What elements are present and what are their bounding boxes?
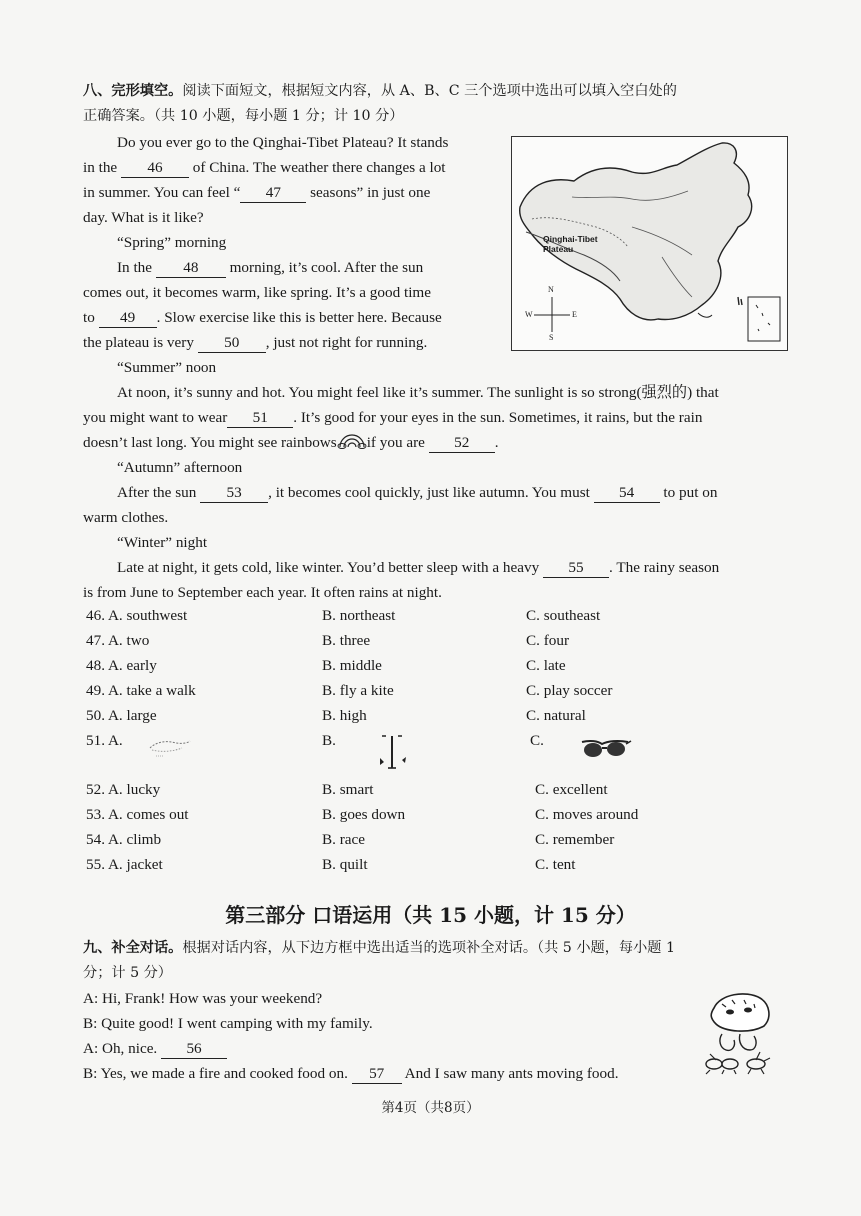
blank-51: 51 [227, 409, 293, 428]
blank-50: 50 [198, 334, 266, 353]
umbrella-icon [370, 730, 414, 774]
option-b: B. smart [322, 781, 374, 798]
passage-line [117, 255, 423, 280]
option-a: 52. A. lucky [86, 781, 161, 798]
text: to [83, 309, 95, 326]
text: to put on [663, 484, 718, 501]
option-c: C. excellent [535, 781, 608, 798]
text: the plateau is very [83, 334, 194, 351]
dialogue-line: A: Hi, Frank! How was your weekend? [83, 990, 323, 1007]
option-a: 49. A. take a walk [86, 682, 196, 699]
option-c: C. natural [526, 707, 586, 724]
option-a: 50. A. large [86, 707, 157, 724]
section9-instruction [83, 936, 675, 961]
map-label-line1: Qinghai-Tibet [543, 234, 598, 244]
heading-autumn: “Autumn” afternoon [117, 459, 243, 476]
passage-line: is from June to September each year. It often rains at night. [83, 584, 442, 601]
text: seasons” in just one [310, 184, 431, 201]
text: in the [83, 159, 118, 176]
blank-52: 52 [429, 434, 495, 453]
blank-49: 49 [99, 309, 157, 328]
text: doesn’t last long. You might see rainbows [83, 434, 337, 451]
blank-48: 48 [156, 259, 226, 278]
compass-e: E [572, 310, 577, 319]
section8-instruction-line1: 阅读下面短文，根据短文内容，从 A、B、C 三个选项中选出可以填入空白处的 [182, 83, 677, 99]
text: . Slow exercise like this is better here. Because [156, 309, 442, 326]
option-c: C. southeast [526, 607, 601, 624]
text: B: Yes, we made a fire and cooked food on. [83, 1065, 348, 1082]
dialogue-line [83, 1061, 619, 1086]
text: After the sun [117, 484, 197, 501]
option-b: B. northeast [322, 607, 396, 624]
blank-55: 55 [543, 559, 609, 578]
passage-line: comes out, it becomes warm, like spring. It’s a good time [83, 284, 431, 301]
dialogue-line: B: Quite good! I went camping with my family. [83, 1015, 373, 1032]
option-b: B. race [322, 831, 366, 848]
heading-winter: “Winter” night [117, 534, 208, 551]
hat-icon [146, 734, 192, 760]
passage-line: day. What is it like? [83, 209, 204, 226]
text: A: Oh, nice. [83, 1040, 158, 1057]
passage-line: At noon, it’s sunny and hot. You might feel like it’s summer. The sunlight is so strong(强烈的) that [117, 384, 719, 401]
page-number: 第4页（共8页） [381, 1100, 480, 1116]
blank-54: 54 [594, 484, 660, 503]
passage-line [83, 430, 498, 455]
text: if you are [366, 434, 425, 451]
blank-53: 53 [200, 484, 268, 503]
option-c: C. moves around [535, 806, 639, 823]
heading-spring: “Spring” morning [117, 234, 227, 251]
option-c: C. play soccer [526, 682, 613, 699]
option-a: 55. A. jacket [86, 856, 163, 873]
option-b: B. [322, 732, 336, 749]
text: . The rainy season [609, 559, 720, 576]
option-a: 51. A. [86, 732, 123, 749]
option-b: B. middle [322, 657, 382, 674]
blank-57: 57 [352, 1065, 402, 1084]
blank-56: 56 [161, 1040, 227, 1059]
passage-line: Do you ever go to the Qinghai-Tibet Plateau? It stands [117, 134, 449, 151]
passage-line [83, 155, 446, 180]
text: , it becomes cool quickly, just like autumn. You must [268, 484, 590, 501]
passage-line [117, 480, 717, 505]
sunglasses-icon [578, 734, 632, 762]
compass-w: W [525, 310, 533, 319]
text: you might want to wear [83, 409, 228, 426]
section9-instruction-line1: 根据对话内容，从下边方框中选出适当的选项补全对话。（共 5 小题，每小题 1 [182, 940, 676, 956]
blank-46: 46 [121, 159, 189, 178]
passage-line [83, 330, 427, 355]
compass-n: N [548, 285, 554, 294]
map-label [543, 234, 598, 254]
text: , just not right for running. [265, 334, 428, 351]
section9-instruction-line2: 分；计 5 分） [83, 965, 172, 981]
ants-carrying-food-icon [700, 988, 776, 1080]
text: And I saw many ants moving food. [404, 1065, 619, 1082]
text: In the [117, 259, 153, 276]
text: in summer. You can feel “ [83, 184, 241, 201]
option-a: 48. A. early [86, 657, 157, 674]
option-c: C. four [526, 632, 570, 649]
section9-title: 九、补全对话。 [83, 940, 183, 956]
part3-title: 第三部分 口语运用（共 15 小题，计 15 分） [225, 903, 636, 927]
option-c: C. late [526, 657, 566, 674]
passage-line [117, 555, 719, 580]
option-b: B. three [322, 632, 371, 649]
option-a: 53. A. comes out [86, 806, 189, 823]
section8-title: 八、完形填空。 [83, 83, 183, 99]
compass-s: S [549, 333, 554, 342]
text: of China. The weather there changes a lot [192, 159, 446, 176]
text: . It’s good for your eyes in the sun. Sometimes, it rains, but the rain [293, 409, 703, 426]
option-a: 54. A. climb [86, 831, 162, 848]
option-c: C. tent [535, 856, 576, 873]
heading-summer: “Summer” noon [117, 359, 217, 376]
option-b: B. fly a kite [322, 682, 394, 699]
passage-line [83, 305, 442, 330]
rainbow-icon [337, 433, 367, 449]
blank-47: 47 [240, 184, 306, 203]
china-map-figure [511, 136, 788, 351]
option-a: 47. A. two [86, 632, 150, 649]
text: . [494, 434, 499, 451]
section8-instruction-line2: 正确答案。（共 10 小题，每小题 1 分；计 10 分） [83, 108, 404, 124]
option-b: B. goes down [322, 806, 406, 823]
text: morning, it’s cool. After the sun [229, 259, 424, 276]
section8-instruction [83, 79, 677, 104]
option-c: C. remember [535, 831, 615, 848]
dialogue-line [83, 1036, 227, 1061]
option-a: 46. A. southwest [86, 607, 188, 624]
passage-line [83, 180, 430, 205]
map-label-line2: Plateau [543, 244, 574, 254]
passage-line: warm clothes. [83, 509, 169, 526]
option-c: C. [530, 732, 544, 749]
option-b: B. quilt [322, 856, 368, 873]
option-b: B. high [322, 707, 367, 724]
passage-line [83, 405, 702, 430]
text: Late at night, it gets cold, like winter. You’d better sleep with a heavy [117, 559, 540, 576]
